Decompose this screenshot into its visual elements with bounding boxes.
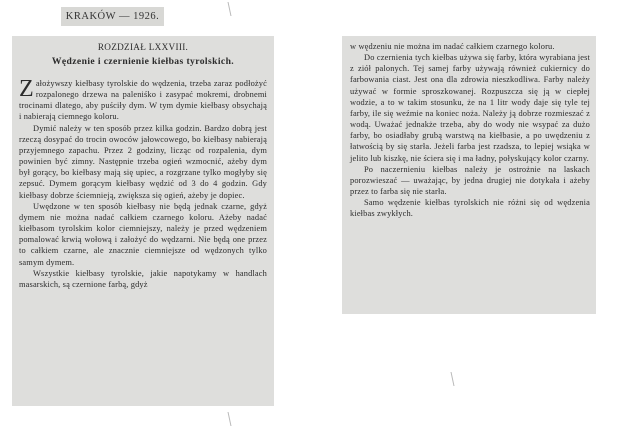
paragraph-text: ałożywszy kiełbasy tyrolskie do wędzenia, trzeba zaraz podłożyć rozpalonego drzewa na paleniśko i zasypać mokremi, drobnemi trocinami dlatego, aby puściły dym. W tym dymie kiełbasy obsychają i nabierają ciemnego koloru. xyxy=(19,79,267,122)
paragraph: Uwędzone w ten sposób kiełbasy nie będą jednak czarne, gdyż dymem nie można nadać całkiem czarnego koloru. Ażeby nadać kiełbasom tyrolskim kolor ciemniejszy, należy je przed wędzeniem pomalować krwią wołową i założyć do wędzarni. Nie będą one przez to całkiem czarne, ale znacznie ciemniejsze od wędzonych tylko samym dymem. xyxy=(19,201,267,267)
right-page xyxy=(342,36,596,314)
paragraph: Wszystkie kiełbasy tyrolskie, jakie napotykamy w handlach masarskich, są czernione farbą, gdyż xyxy=(19,268,267,289)
left-page xyxy=(12,36,274,406)
paragraph: Do czernienia tych kiełbas używa się farby, która wyrabiana jest z ziół palonych. Tej samej farby używają również cukiernicy do farbowania ciast. Jest ona dla zdrowia nieszkodliwa. Farby należy używać w formie sproszkowanej. Rozpuszcza się ją w ciepłej wodzie, a to w takim stosunku, że na 1 litr wody daje się tyle tej farby, ile się weźmie na koniec noża. Należy ją dobrze rozmieszać z wodą. Uważać jednakże trzeba, aby do wody nie wsypać za dużo farby, bo osiadłaby grubą warstwą na kiełbasie, a po uwędzeniu z łatwością by się starła. Jeżeli farba jest rzadsza, to lepiej wsiąka w jelito lub kiszkę, nie ściera się i ma ładny, połyskujący kolor czarny. xyxy=(350,53,590,163)
drop-cap: Z xyxy=(19,76,34,102)
scan-mark xyxy=(228,412,238,426)
chapter-title: Wędzenie i czernienie kiełbas tyrolskich. xyxy=(51,56,235,67)
paragraph: Po naczernieniu kiełbas należy je ostrożnie na laskach porozwieszać — uważając, by jedna drugiej nie dotykała i ażeby przez to farba się nie starła. xyxy=(350,164,590,197)
chapter-heading: ROZDZIAŁ LXXVIII. xyxy=(97,42,189,52)
paragraph xyxy=(19,78,267,123)
scan-mark xyxy=(228,2,238,16)
scan-mark xyxy=(451,372,461,386)
paragraph: w wędzeniu nie można im nadać całkiem czarnego koloru. xyxy=(350,42,555,51)
paragraph: Samo wędzenie kiełbas tyrolskich nie różni się od wędzenia kiełbas zwykłych. xyxy=(350,198,590,219)
page-header-stamp: KRAKÓW — 1926. xyxy=(61,7,164,26)
paragraph: Dymić należy w ten sposób przez kilka godzin. Bardzo dobrą jest rzeczą dosypać do trocin owoców jałowcowego, bo kiełbasy nabierają przyjemnego zapachu. Przez 2 godziny, licząc od rozpalenia, dym powinien być zimny. Następnie trzeba ogień wzmocnić, ażeby dym był gorący, bo kiełbasy mają się upiec, a rozgrzane tylko mogłyby się zepsuć. Dymem gorącym kiełbasy wędzić od 3 do 4 godzin. Gdy kiełbasy dobrze ściemnieją, zwiększa się ogień, ażeby je dopiec. xyxy=(19,123,267,200)
